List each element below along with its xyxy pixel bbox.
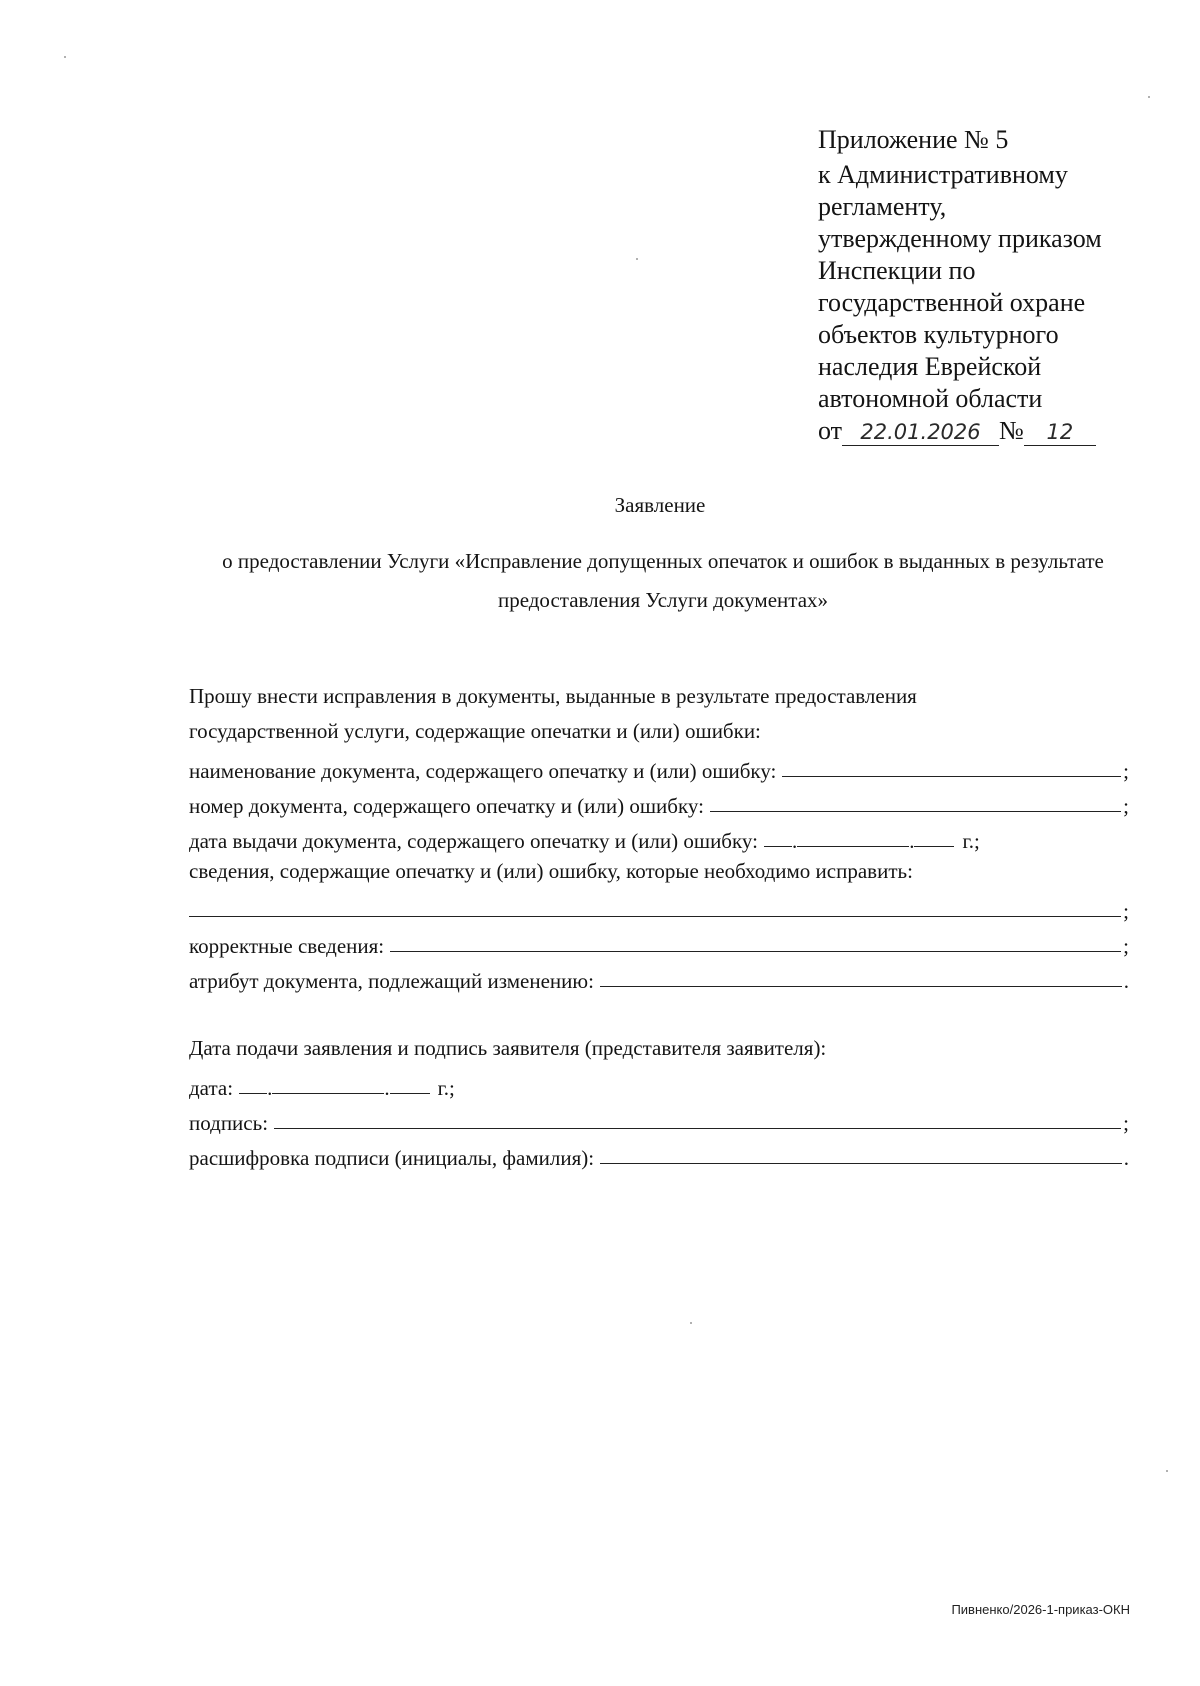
- doc-number-field[interactable]: [710, 810, 1121, 812]
- submission-month-field[interactable]: [272, 1092, 384, 1094]
- date-dot: .: [909, 829, 915, 853]
- submission-day-field[interactable]: [239, 1092, 267, 1094]
- date-dot: .: [791, 829, 798, 853]
- attribute-field[interactable]: [600, 985, 1122, 987]
- appendix-date-line: [818, 415, 1138, 447]
- intro-text: Прошу внести исправления в документы, выданные в результате предоставления: [189, 684, 917, 708]
- submission-year-field[interactable]: [390, 1092, 430, 1094]
- signature-field[interactable]: [274, 1127, 1121, 1129]
- error-info-label: сведения, содержащие опечатку и (или) ошибку, которые необходимо исправить:: [189, 859, 913, 883]
- doc-date-label: дата выдачи документа, содержащего опечатку и (или) ошибку:: [189, 829, 758, 853]
- date-prefix: от: [818, 416, 843, 445]
- submission-heading: Дата подачи заявления и подпись заявителя (представителя заявителя):: [189, 1036, 827, 1060]
- scan-speck: [690, 1322, 692, 1324]
- submission-date-row: [189, 1066, 1129, 1101]
- doc-date-row: [189, 819, 1129, 854]
- date-label: дата:: [189, 1076, 234, 1100]
- spacer: [189, 994, 1129, 1031]
- doc-name-label: наименование документа, содержащего опечатку и (или) ошибку:: [189, 759, 777, 783]
- handwritten-number: 12: [1024, 419, 1096, 446]
- doc-name-row: [189, 749, 1129, 784]
- error-info-line-row: [189, 889, 1129, 924]
- correct-info-row: [189, 924, 1129, 959]
- year-suffix: г.;: [437, 1076, 455, 1100]
- decoding-label: расшифровка подписи (инициалы, фамилия):: [189, 1146, 595, 1170]
- attribute-label: атрибут документа, подлежащий изменению:: [189, 969, 594, 993]
- appendix-title: Приложение № 5: [818, 125, 1009, 154]
- application-form: [189, 679, 1129, 1171]
- semicolon: ;: [1123, 1111, 1129, 1135]
- number-prefix: №: [999, 416, 1024, 445]
- semicolon: ;: [1123, 759, 1129, 783]
- year-suffix: г.;: [962, 829, 980, 853]
- date-dot: .: [384, 1076, 390, 1100]
- signature-row: [189, 1101, 1129, 1136]
- semicolon: ;: [1123, 899, 1129, 923]
- appendix-line: наследия Еврейской: [818, 352, 1042, 381]
- scan-speck: [1148, 96, 1150, 98]
- scan-speck: [64, 56, 66, 58]
- doc-date-month-field[interactable]: [797, 845, 909, 847]
- decoding-row: [189, 1136, 1129, 1171]
- error-info-row: [189, 854, 1129, 889]
- submission-heading-row: [189, 1031, 1129, 1066]
- attribute-row: [189, 959, 1129, 994]
- signature-label: подпись:: [189, 1111, 269, 1135]
- error-info-field[interactable]: [189, 915, 1121, 917]
- appendix-line: регламенту,: [818, 192, 947, 221]
- intro-line-1: [189, 679, 1129, 714]
- footer-document-code: Пивненко/2026-1-приказ-ОКН: [951, 1602, 1130, 1617]
- appendix-line: автономной области: [818, 384, 1043, 413]
- period: .: [1123, 969, 1129, 993]
- document-subtitle: о предоставлении Услуги «Исправление допущенных опечаток и ошибок в выданных в результате предоставления Услуги документах»: [222, 549, 1104, 612]
- period: .: [1123, 1146, 1129, 1170]
- handwritten-date: 22.01.2026: [842, 419, 999, 446]
- correct-info-field[interactable]: [390, 950, 1121, 952]
- appendix-line: утвержденному приказом: [818, 224, 1102, 253]
- intro-text: государственной услуги, содержащие опечатки и (или) ошибки:: [189, 719, 761, 743]
- doc-number-row: [189, 784, 1129, 819]
- doc-date-day-field[interactable]: [764, 845, 792, 847]
- appendix-block: [818, 124, 1138, 447]
- appendix-line: к Административному: [818, 160, 1068, 189]
- doc-number-label: номер документа, содержащего опечатку и (или) ошибку:: [189, 794, 704, 818]
- appendix-line: объектов культурного: [818, 320, 1059, 349]
- appendix-line: государственной охране: [818, 288, 1086, 317]
- decoding-field[interactable]: [600, 1162, 1122, 1164]
- document-title: Заявление: [614, 493, 706, 517]
- date-dot: .: [267, 1076, 273, 1100]
- semicolon: ;: [1123, 794, 1129, 818]
- scan-speck: [636, 258, 638, 260]
- doc-name-field[interactable]: [782, 775, 1121, 777]
- doc-date-year-field[interactable]: [914, 845, 954, 847]
- scan-speck: [1166, 1470, 1168, 1472]
- semicolon: ;: [1123, 934, 1129, 958]
- intro-line-2: [189, 714, 1129, 749]
- appendix-line: Инспекции по: [818, 256, 976, 285]
- correct-info-label: корректные сведения:: [189, 934, 385, 958]
